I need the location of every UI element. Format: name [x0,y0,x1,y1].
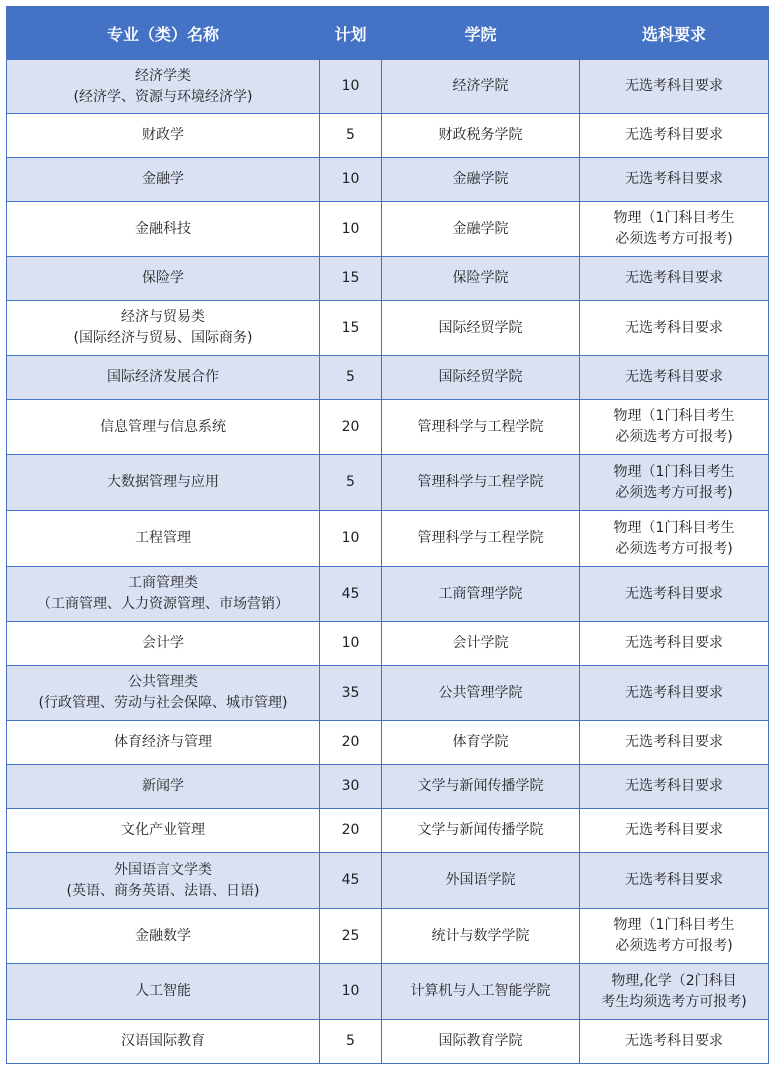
table-row [7,158,769,202]
college-cell: 计算机与人工智能学院 [382,964,580,1020]
major-name-cell [7,809,320,853]
college-cell: 管理科学与工程学院 [382,511,580,567]
major-name-cell [7,622,320,666]
major-name: 体育经济与管理 [114,734,212,750]
plan-cell: 5 [320,455,382,511]
college-cell: 会计学院 [382,622,580,666]
major-name: 人工智能 [135,983,191,999]
table-row [7,765,769,809]
plan-cell: 25 [320,909,382,964]
college-cell: 金融学院 [382,202,580,257]
header-major-name: 专业（类）名称 [7,7,320,60]
college-cell: 工商管理学院 [382,567,580,622]
major-name-cell [7,511,320,567]
major-name-cell [7,400,320,455]
requirement-line-2: 必须选考方可报考) [615,429,733,445]
requirement-line-1: 无选考科目要求 [625,171,723,187]
college-cell: 保险学院 [382,257,580,301]
table-row [7,809,769,853]
table-row [7,511,769,567]
major-name: 经济学类 [135,67,191,84]
major-name-cell [7,1020,320,1064]
requirement-cell [580,60,769,114]
requirement-line-1: 无选考科目要求 [625,872,723,888]
plan-cell: 10 [320,511,382,567]
requirement-cell [580,301,769,356]
major-name: 国际经济发展合作 [107,369,219,385]
major-name-cell [7,60,320,114]
requirement-line-1: 物理（1门科目考生 [613,519,735,536]
table-row [7,400,769,455]
college-cell: 国际经贸学院 [382,356,580,400]
table-header-row [7,7,769,60]
plan-cell: 45 [320,853,382,909]
requirement-cell [580,202,769,257]
requirement-line-2: 必须选考方可报考) [615,231,733,247]
college-cell: 公共管理学院 [382,666,580,721]
plan-cell: 10 [320,60,382,114]
requirement-line-1: 无选考科目要求 [625,684,723,701]
major-name-cell [7,853,320,909]
major-name: 文化产业管理 [121,822,205,838]
major-name-cell [7,455,320,511]
plan-cell: 5 [320,1020,382,1064]
major-name: 公共管理类 [128,674,198,690]
requirement-line-1: 无选考科目要求 [625,270,723,286]
college-cell: 国际教育学院 [382,1020,580,1064]
requirement-cell [580,622,769,666]
major-name-cell [7,158,320,202]
requirement-cell [580,158,769,202]
plan-cell: 5 [320,356,382,400]
table-row [7,114,769,158]
table-row [7,853,769,909]
college-cell: 国际经贸学院 [382,301,580,356]
requirement-line-1: 物理（1门科目考生 [613,408,735,424]
requirement-cell [580,567,769,622]
major-name: 外国语言文学类 [114,861,212,878]
requirement-line-1: 无选考科目要求 [625,319,723,336]
requirement-cell [580,909,769,964]
requirement-line-1: 无选考科目要求 [625,734,723,750]
major-name-cell [7,257,320,301]
table-row [7,60,769,114]
plan-cell: 10 [320,622,382,666]
requirement-cell [580,455,769,511]
requirement-cell [580,356,769,400]
major-name: 金融数学 [135,927,191,944]
plan-cell: 10 [320,964,382,1020]
requirement-cell [580,964,769,1020]
major-name-cell [7,721,320,765]
college-cell: 经济学院 [382,60,580,114]
major-name: 保险学 [142,270,184,286]
major-name: 财政学 [142,127,184,143]
major-name: 工商管理类 [128,575,198,591]
requirement-line-2: 必须选考方可报考) [615,540,733,557]
major-subjects: (行政管理、劳动与社会保障、城市管理) [38,695,288,711]
college-cell: 财政税务学院 [382,114,580,158]
requirement-cell [580,809,769,853]
plan-cell: 20 [320,400,382,455]
college-cell: 管理科学与工程学院 [382,400,580,455]
major-name: 大数据管理与应用 [107,474,219,490]
plan-cell: 15 [320,257,382,301]
major-name-cell [7,909,320,964]
plan-cell: 35 [320,666,382,721]
major-name-cell [7,301,320,356]
major-name-cell [7,356,320,400]
requirement-cell [580,853,769,909]
plan-cell: 10 [320,202,382,257]
table-row [7,455,769,511]
major-name-cell [7,666,320,721]
major-subjects: (英语、商务英语、法语、日语) [66,882,260,899]
college-cell: 文学与新闻传播学院 [382,765,580,809]
major-subjects: (经济学、资源与环境经济学) [73,88,253,105]
table-row [7,622,769,666]
enrollment-plan-table [6,6,769,1064]
table-row [7,301,769,356]
requirement-line-1: 无选考科目要求 [625,127,723,143]
requirement-line-1: 无选考科目要求 [625,635,723,651]
requirement-line-1: 无选考科目要求 [625,822,723,838]
requirement-line-2: 必须选考方可报考) [615,938,733,954]
major-name: 会计学 [142,635,184,651]
college-cell: 统计与数学学院 [382,909,580,964]
table-row [7,356,769,400]
header-plan: 计划 [320,7,382,60]
major-name: 汉语国际教育 [121,1033,205,1049]
requirement-cell [580,1020,769,1064]
requirement-line-1: 无选考科目要求 [625,78,723,94]
table-row [7,202,769,257]
major-subjects: （工商管理、人力资源管理、市场营销） [37,596,289,612]
major-name: 工程管理 [135,530,191,546]
requirement-line-1: 无选考科目要求 [625,1033,723,1049]
college-cell: 外国语学院 [382,853,580,909]
major-name-cell [7,202,320,257]
major-name-cell [7,765,320,809]
college-cell: 文学与新闻传播学院 [382,809,580,853]
major-name: 经济与贸易类 [121,309,205,325]
table-row [7,257,769,301]
requirement-line-2: 必须选考方可报考) [615,484,733,501]
major-name: 信息管理与信息系统 [100,418,226,435]
plan-cell: 30 [320,765,382,809]
major-name: 金融学 [142,171,184,187]
requirement-cell [580,511,769,567]
major-name: 新闻学 [142,778,184,794]
plan-cell: 10 [320,158,382,202]
plan-cell: 45 [320,567,382,622]
table-row [7,964,769,1020]
requirement-cell [580,666,769,721]
plan-cell: 15 [320,301,382,356]
major-name-cell [7,964,320,1020]
major-name-cell [7,567,320,622]
plan-cell: 5 [320,114,382,158]
requirement-cell [580,765,769,809]
table-row [7,567,769,622]
requirement-line-1: 物理（1门科目考生 [613,210,735,226]
table-row [7,721,769,765]
college-cell: 管理科学与工程学院 [382,455,580,511]
table-row [7,666,769,721]
college-cell: 体育学院 [382,721,580,765]
requirement-line-1: 物理（1门科目考生 [613,463,735,480]
major-name-cell [7,114,320,158]
major-subjects: (国际经济与贸易、国际商务) [73,330,253,346]
table-row [7,1020,769,1064]
table-row [7,909,769,964]
requirement-line-1: 物理（1门科目考生 [613,917,735,933]
major-name: 金融科技 [135,220,191,237]
requirement-cell [580,400,769,455]
requirement-line-1: 无选考科目要求 [625,585,723,602]
plan-cell: 20 [320,721,382,765]
header-college: 学院 [382,7,580,60]
requirement-cell [580,257,769,301]
requirement-cell [580,721,769,765]
requirement-cell [580,114,769,158]
requirement-line-1: 无选考科目要求 [625,369,723,385]
requirement-line-1: 物理,化学（2门科目 [611,972,737,989]
header-requirement: 选科要求 [580,7,769,60]
requirement-line-1: 无选考科目要求 [625,778,723,794]
college-cell: 金融学院 [382,158,580,202]
plan-cell: 20 [320,809,382,853]
requirement-line-2: 考生均须选考方可报考) [601,993,747,1010]
